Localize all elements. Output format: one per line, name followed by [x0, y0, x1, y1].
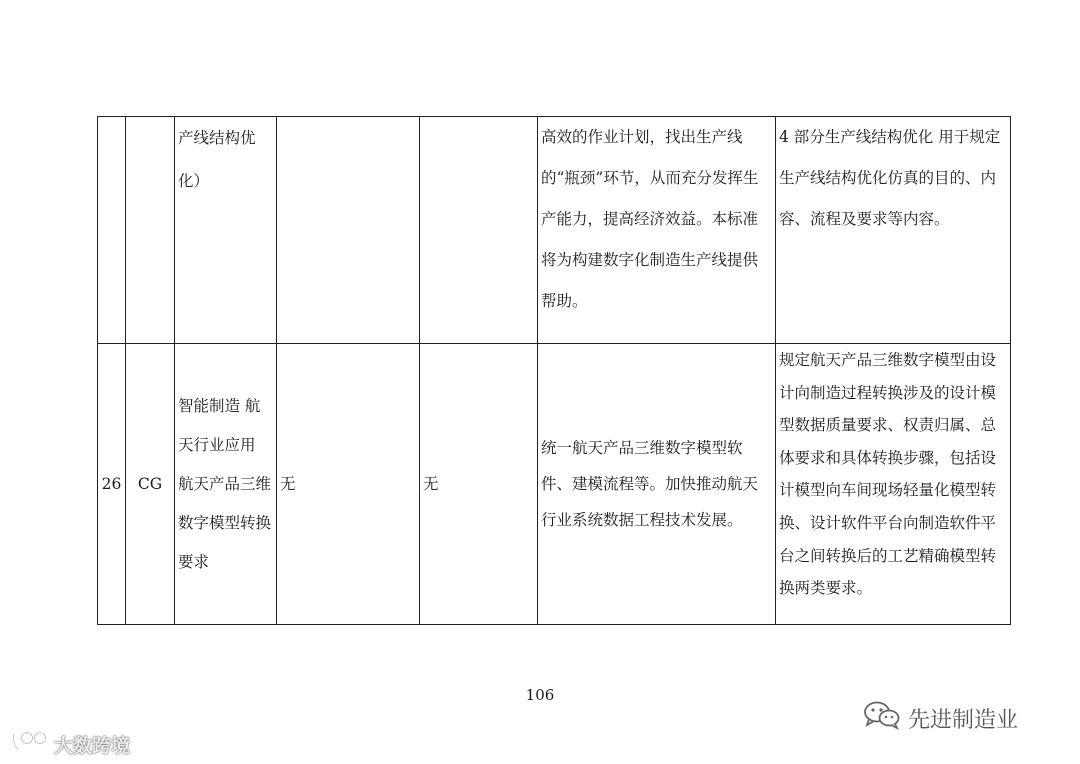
standards-table — [97, 116, 1011, 625]
cell-no — [98, 117, 126, 344]
wechat-icon — [862, 700, 902, 736]
cell-standard-name: 智能制造 航 天行业应用 航天产品三维 数字模型转换 要求 — [175, 344, 277, 625]
table-row — [98, 344, 1011, 625]
cell-replaced-standard: 无 — [277, 344, 420, 625]
chat-bubbles-icon — [10, 730, 50, 759]
cell-standard-name: 产线结构优 化） — [175, 117, 277, 344]
cell-purpose: 高效的作业计划，找出生产线的“瓶颈”环节，从而充分发挥生产能力，提高经济效益。本标准将为构建数字化制造生产线提供帮助。 — [538, 117, 776, 344]
cell-code — [126, 117, 175, 344]
cell-code: CG — [126, 344, 175, 625]
page-number: 106 — [525, 686, 555, 704]
cell-related-standard — [420, 117, 538, 344]
table-row — [98, 117, 1011, 344]
cell-no: 26 — [98, 344, 126, 625]
cell-purpose: 统一航天产品三维数字模型软件、建模流程等。加快推动航天行业系统数据工程技术发展。 — [538, 344, 776, 625]
watermark-right-text: 先进制造业 — [908, 707, 1019, 733]
cell-replaced-standard — [277, 117, 420, 344]
watermark-left — [10, 730, 130, 759]
watermark-left-text: 大数跨境 — [54, 735, 131, 757]
watermark-right — [862, 700, 1018, 736]
cell-scope: 规定航天产品三维数字模型由设计向制造过程转换涉及的设计模型数据质量要求、权责归属、总体要求和具体转换步骤，包括设计模型向车间现场轻量化模型转换、设计软件平台向制造软件平台之间转换后的工艺精确模型转换两类要求。 — [776, 344, 1011, 625]
cell-scope: 4 部分生产线结构优化 用于规定生产线结构优化仿真的目的、内容、流程及要求等内容。 — [776, 117, 1011, 344]
cell-related-standard: 无 — [420, 344, 538, 625]
